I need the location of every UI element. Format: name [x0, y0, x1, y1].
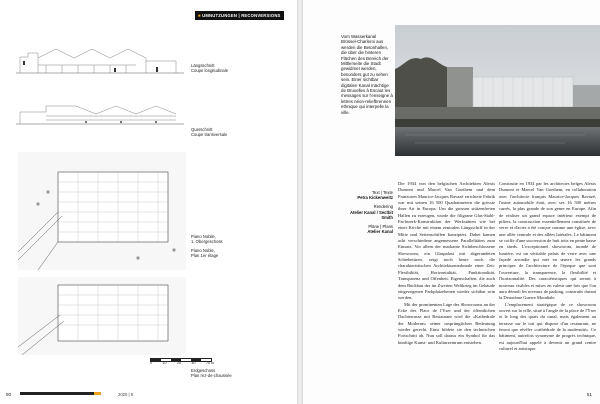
paragraph: Mit der prominenten Lage des Showrooms an der Ecke des Place de l'Yser und der öffentlichen Dachterrasse mit Restaurant wird die «Kathedrale der Moderne» seiner ursprünglichen Bedeutung wieder gerecht. Einst bildete sie den technischen Fortschritt ab. Nun soll daraus ein Symbol für das künftige Kunst- und Kulturzentrum entstehen. [398, 301, 495, 345]
upper-floor-caption: Piano Nobile, 1. Obergeschoss Piano Noble, Plan 1er étage [191, 234, 223, 259]
credit-name: Atelier Kanal [367, 229, 393, 235]
scale-label: 10 [162, 361, 167, 365]
credit-name: Petra Kickenweitz [357, 195, 393, 201]
credits-block [341, 190, 393, 238]
left-page [0, 0, 297, 404]
issue-label: 2020 | 5 [118, 392, 134, 397]
page-number-left: 50 [6, 392, 12, 397]
photo-caption: Vom Wasserkanal Brüssel-Charleroi aus werden die Betonhallen, die über die hinteren Flächen des Bereich der Mittlerseite die Stadt gewidmet werden, besonders gut zu sehen sein. Einer sichtbar digitalen Kanal mächtige de Bruxelles à Escaut les messages sur l'enseigne à lettres néon-reliefbrennen ethnique qui interpelle la ville. [341, 34, 393, 115]
cross-section-caption: Querschnitt Coupe transversale [191, 127, 228, 138]
paragraph: Die 1934 von den belgischen Architekten Alexis Dumont und Marcel Van Goethem und dem Franzosen Maurice-Jacques Ravazé errichtete Fabrik war mit seinen 16 500 Quadratmetern die grösste ihrer Art in Europa. Um die grossen stützenfreien Hallen zu erzeugen, wurde die filigrane Glas-Stahl-Fachwerk-Konstruktion der Werkstätten wie bei einer Kirche mit einem zentralen Längsschiff in der Mitte und Seitenschiffen konzipiert. Dabei kamen acht verschiedene angemessene Parallelitäten zum Einsatz. Vor allem der markante Sichtbeschlossene Showroom, ein Glaspalast mit abgerundeten Schiebetüren, zeigt noch heute noch die charakteristischen Architekturmerkmale einer Zeit: Flexibilität, Horizontalität, Funktionalität, Transparenz und Offenheit. Eigenschaften, die auch dem Rückbau der im Zweiten Weltkrieg im Gebäude eingezogenen Parkplatzebenen wieder sichtbar sein werden. [398, 181, 495, 301]
credit-role: Pläne | Plans [368, 224, 393, 230]
longitudinal-section-caption: Längsschnitt Coupe longitudinale [191, 63, 229, 74]
scale-bar [150, 358, 214, 368]
footer-rule [20, 392, 94, 395]
article-column-german [398, 181, 495, 346]
ground-floor-plan [18, 277, 188, 357]
scale-label: 40 [191, 361, 196, 365]
upper-floor-plan [18, 152, 188, 272]
credit-name: Atelier Kanal / Sectbit Smith [349, 209, 393, 220]
credit-role: Rendering [373, 204, 393, 210]
cross-section-drawing [16, 96, 186, 146]
paragraph: L'emplacement stratégique de ce showroom ouvert sur la ville, situé à l'angle de la place de l'Yser et le long des quais du canal, mais également au terrasse sur le toit qui dispose d'un restaurant, ne feront que révéler «cathédrale de la modernité». Ce bâtiment, autrefois synonyme de progrès technique, est aujourd'hui appelé à devenir un grand centre culturel et artistique. [499, 301, 596, 351]
paragraph: Construite en 1934 par les architectes belges Alexis Dumont et Marcel Van Goethem, en collaboration avec l'architecte français Maurice-Jacques Ravazé, l'usine automobile était, avec ses 16 500 mètres carrés, la plus grande de son genre en Europe. Afin de réaliser un grand espace intérieur exempt de piliers, la construction essentiellement constituée de verre et d'acier a été conçue comme une église, avec une allée centrale et des allées latérales. Le bâtiment se coiffe d'une succession de huit toits en pente basse en sheds. L'exceptionnel showroom, inondé de lumière, est un véritable palais de verre avec une façade arrondie qui met en œuvre les grands principes de l'architecture de l'époque que sont l'ouverture, la transparence, la flexibilité et l'horizontalité. Des caractéristiques qui seront à nouveau visibles et mises en valeur une fois que l'on aura démoli les niveaux de parking, construits durant la Deuxième Guerre Mondiale. [499, 181, 596, 301]
page-number-right: 51 [586, 392, 592, 397]
footer-accent [94, 392, 101, 395]
longitudinal-section-drawing [16, 25, 186, 85]
scale-label: 0 [150, 361, 152, 365]
scale-label: 20 [177, 361, 181, 365]
building-photo [395, 25, 600, 156]
credit-role: Text | Texte [371, 190, 393, 195]
section-tag: ■ UMNUTZUNGEN | RECONVERSIONS [195, 11, 284, 20]
scale-label: 75 m [206, 361, 214, 365]
article-column-french [499, 181, 596, 352]
right-page [303, 0, 600, 404]
ground-floor-caption: Erdgeschoss Plan rez-de-chaussée [191, 368, 232, 379]
